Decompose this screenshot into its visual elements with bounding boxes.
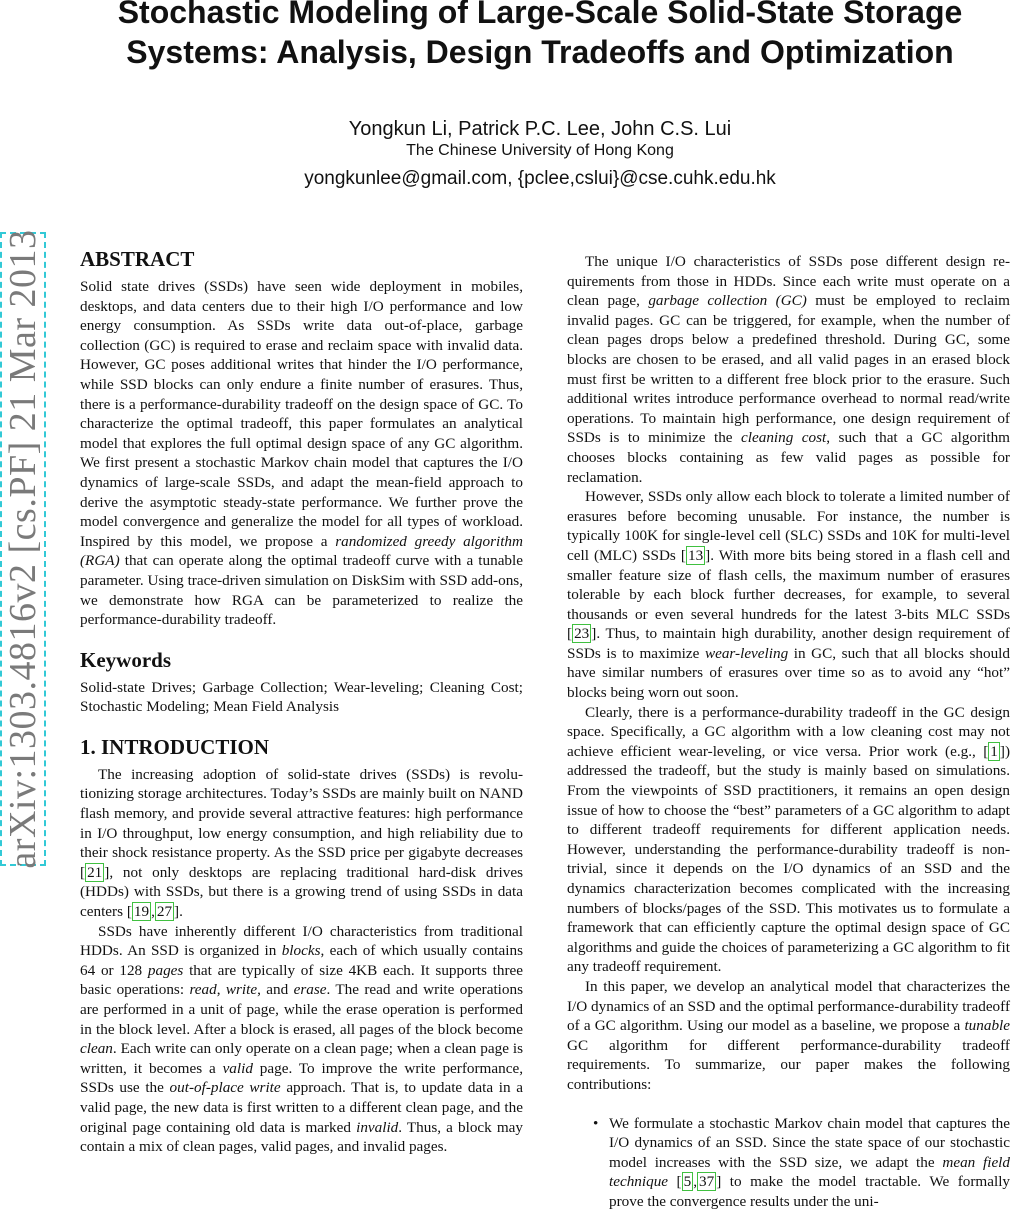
body-paragraph-tradeoff: Clearly, there is a performance-durability tradeoff in the GC design space. Specifically, a GC algorithm with a low cleaning cost may not achieve efficient wear-leveling, or vice versa. Prior work (e.g., [ 1 ]) addressed the tradeoff, but the study is mainly based on simulations. From the viewpoints of SSD practitioners, it remains an open design issue of how to choose the “best” parameters of a GC algorithm to adapt to different tradeoff requirements for different application needs. However, understanding the performance-durability tradeoff is non-trivial, since it depends on the I/O dynamics of an SSD and the dynamics characterization becomes complicated with the increasing numbers of blocks/pages of the SSD. This motivates us to formulate a framework that can efficiently capture the optimal design space of GC algorithms and guide the choices of parameterizing a GC algorithm to fit any tradeoff requirement.	[567, 703, 1010, 976]
left-column	[80, 246, 523, 1157]
author-emails: yongkunlee@gmail.com, {pclee,cslui}@cse.cuhk.edu.hk	[304, 168, 776, 189]
keywords-heading: Keywords	[80, 647, 171, 672]
body-paragraph-gc: The unique I/O characteristics of SSDs pose different design requirements from those in HDDs. Since each write must operate on a clean page, garbage collection (GC) must be employed to reclaim invalid pages. GC can be triggered, for example, when the number of clean pages drops below a predefined threshold. During GC, some blocks are chosen to be erased, and all valid pages in an erased block must first be written to a different free block prior to the erasure. Such additional writes introduce performance overhead to normal read/write operations. To maintain high performance, one design requirement of SSDs is to minimize the cleaning cost, such that a GC algorithm chooses blocks containing as few valid pages as possible for reclamation.	[567, 253, 1010, 486]
body-paragraph-contributions: In this paper, we develop an analytical model that characterizes the I/O dynamics of an SSD and the optimal performance-durability tradeoff of a GC algorithm. Using our model as a baseline, we propose a tunable GC algorithm for different performance-durability tradeoff requirements. To summarize, our paper makes the following contributions:	[567, 977, 1010, 1093]
list-item: • We formulate a stochastic Markov chain model that captures the I/O dynamics of an SSD. Since the state space of our stochastic model increases with the SSD size, we adapt the mean field technique [ 5 , 37 ] to make the model tractable. We formally prove the convergence results under the uni-	[609, 1114, 1010, 1212]
right-column	[567, 252, 1010, 1212]
citation-link[interactable]: 1	[990, 742, 998, 760]
citation-link[interactable]: 27	[156, 903, 173, 921]
intro-paragraph-2: SSDs have inherently different I/O characteristics from traditional HDDs. An SSD is organized in blocks, each of which usually contains 64 or 128 pages that are typically of size 4KB each. It supports three basic operations: read, write, and erase. The read and write operations are performed in a unit of page, while the erase operation is performed in the block level. After a block is erased, all pages of the block become clean. Each write can only operate on a clean page; when a clean page is written, it becomes a valid page. To improve the write performance, SSDs use the out-of-place write approach. That is, to update data in a valid page, the new data is first written to a different clean page, and the original page containing old data is marked invalid. Thus, a block may contain a mix of clean pages, valid pages, and invalid pages.	[80, 922, 524, 1156]
citation-link[interactable]: 23	[574, 625, 590, 643]
body-paragraph-erasures: However, SSDs only allow each block to tolerate a limited number of erasures before becoming unusable. For instance, the number is typically 100K for single-level cell (SLC) SSDs and 10K for multi-level cell (MLC) SSDs [ 13 ]. With more bits being stored in a flash cell and smaller feature size of flash cells, the maximum number of erasures tolerable by each block further decreases, for example, to several thousands or even several hundreds for the latest 3-bits MLC SSDs [ 23 ]. Thus, to maintain high durability, another design requirement of SSDs is to maximize wear-leveling in GC, such that all blocks should have similar numbers of erasures over time so as to avoid any “hot” blocks being worn out soon.	[567, 488, 1011, 702]
title-line-2: Systems: Analysis, Design Tradeoffs and Optimization	[126, 34, 954, 70]
citation-link[interactable]: 37	[699, 1173, 715, 1191]
keywords-text: Solid-state Drives; Garbage Collection; Wear-leveling; Cleaning Cost; Stochastic Modeling; Mean Field Analysis	[80, 678, 523, 716]
introduction-heading: 1. INTRODUCTION	[80, 734, 270, 759]
paper-title	[60, 0, 1011, 72]
abstract-heading: ABSTRACT	[80, 247, 195, 271]
author-list: Yongkun Li, Patrick P.C. Lee, John C.S. Lui	[348, 118, 732, 140]
citation-link[interactable]: 5	[683, 1173, 692, 1191]
affiliation: The Chinese University of Hong Kong	[406, 142, 674, 159]
contribution-list	[567, 1114, 1010, 1212]
arxiv-identifier[interactable]: arXiv:1303.4816v2 [cs.PF] 21 Mar 2013	[2, 229, 44, 869]
abstract-paragraph: Solid state drives (SSDs) have seen wide deployment in mobiles, desktops, and data centers due to their high I/O performance and low energy consumption. As SSDs write data out-of-place, garbage collection (GC) is required to erase and reclaim space with invalid data. However, GC poses additional writes that hinder the I/O performance, while SSD blocks can only endure a finite number of erasures. Thus, there is a performance-durability tradeoff on the design space of GC. To characterize the optimal tradeoff, this paper formulates an analytical model that explores the full optimal design space of any GC algorithm. We first present a stochastic Markov chain model that captures the I/O dynamics of large-scale SSDs, and adapt the mean-field approach to derive the asymptotic steady-state performance. We further prove the model convergence and generalize the model for all types of workload. Inspired by this model, we propose a randomized greedy algorithm (RGA) that can operate along the optimal tradeoff curve with a tunable parameter. Using trace-driven simulation on DiskSim with SSD add-ons, we demonstrate how RGA can be parameterized to realize the performance-durability tradeoff.	[80, 278, 523, 629]
title-line-1: Stochastic Modeling of Large-Scale Solid-State Storage	[117, 0, 963, 30]
intro-paragraph-1: The increasing adoption of solid-state drives (SSDs) is revolutionizing storage architectures. Today’s SSDs are mainly built on NAND flash memory, and provide several attractive features: high performance in I/O throughput, low energy consumption, and high reliability due to their shock resistance property. As the SSD price per gigabyte decreases [ 21 ], not only desktops are replacing traditional hard-disk drives (HDDs) with SSDs, but there is a growing trend of using SSDs in data centers [ 19 , 27 ].	[80, 765, 523, 921]
citation-link[interactable]: 21	[87, 863, 103, 881]
citation-link[interactable]: 19	[133, 903, 150, 921]
citation-link[interactable]: 13	[687, 546, 704, 564]
